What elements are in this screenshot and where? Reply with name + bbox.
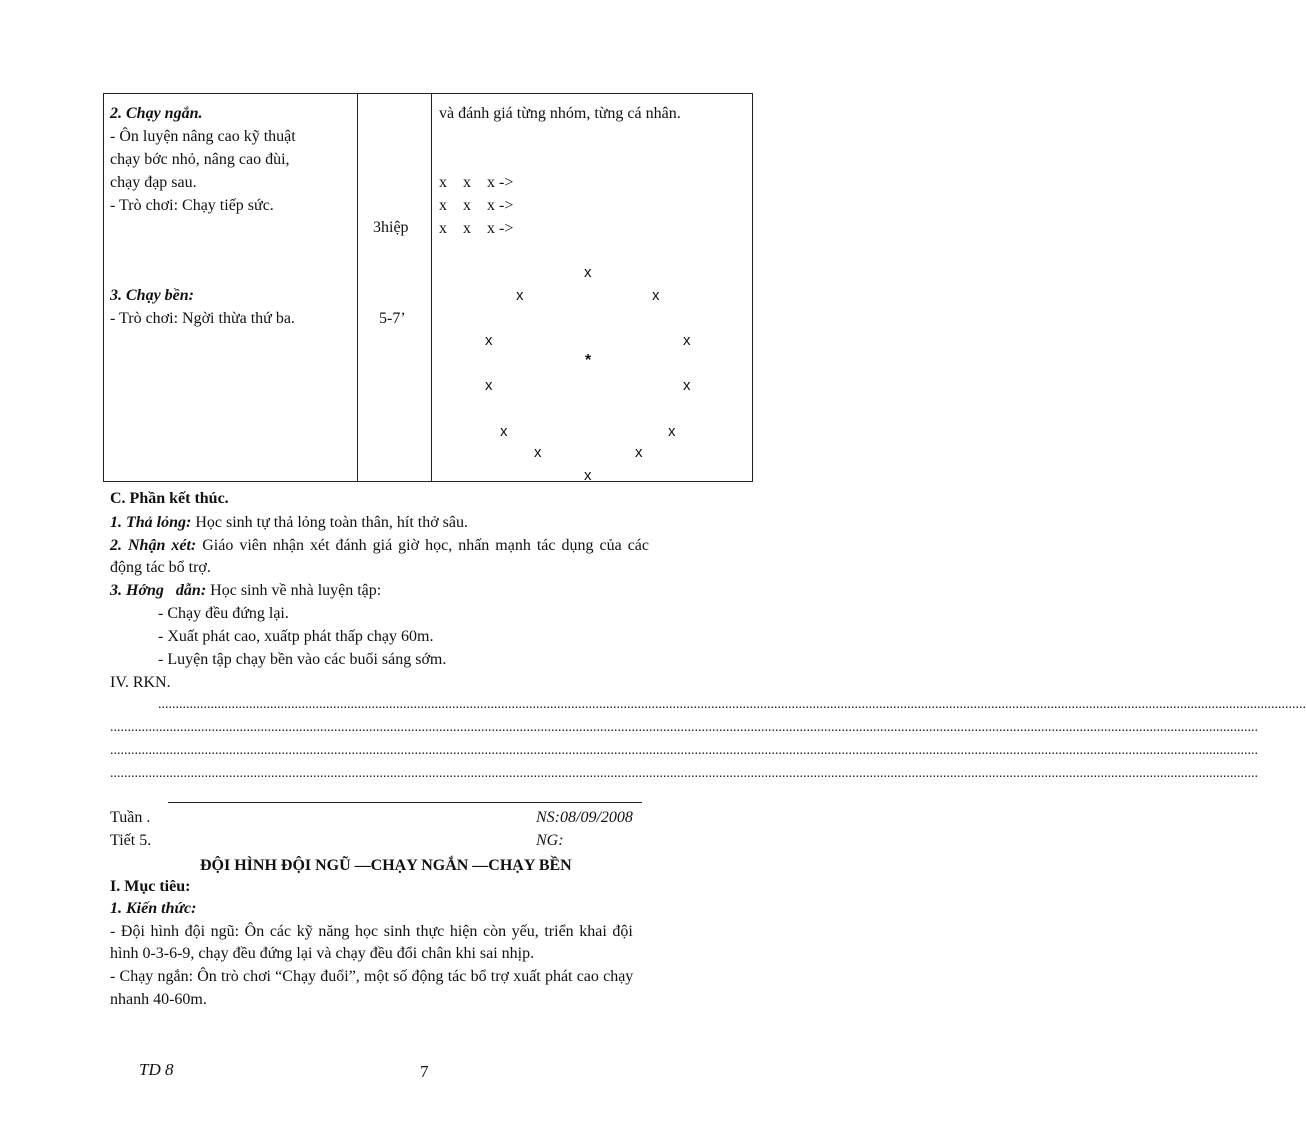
center-mark: * xyxy=(585,352,592,369)
closing-item3-text: Học sinh về nhà luyện tập: xyxy=(206,582,382,599)
closing-item2 xyxy=(110,535,649,557)
objective-p1-line2: hình 0-3-6-9, chạy đều đứng lại và chạy đều đổi chân khi sai nhịp. xyxy=(110,945,535,962)
circle-mark: x xyxy=(500,423,508,440)
section2-title: 2. Chạy ngắn. xyxy=(110,105,203,122)
section2-item1-line2: chạy bớc nhỏ, nâng cao đùi, xyxy=(110,151,290,168)
ng-date: NG: xyxy=(536,832,564,849)
objectives-heading: I. Mục tiêu: xyxy=(110,878,191,895)
footer-subject: TD 8 xyxy=(139,1060,174,1079)
formation-row-1: x x x -> xyxy=(439,174,514,191)
closing-item2-label: 2. Nhận xét: xyxy=(110,537,197,554)
closing-heading: C. Phần kết thúc. xyxy=(110,490,229,507)
rkn-dots-line: ........................................................................................................................................................................................................................................................................................................................................ xyxy=(158,697,1306,712)
closing-item3 xyxy=(110,580,381,602)
closing-item1-text: Học sinh tự thả lỏng toàn thân, hít thở sâu. xyxy=(191,514,468,531)
section2-item2: - Trò chơi: Chạy tiếp sức. xyxy=(110,197,274,214)
closing-sub3: - Luyện tập chạy bền vào các buổi sáng sớm. xyxy=(158,651,447,668)
section3-title: 3. Chạy bền: xyxy=(110,287,194,304)
week-label: Tuần . xyxy=(110,809,151,826)
circle-mark: x xyxy=(534,444,542,461)
section3-item1: - Trò chơi: Ngời thừa thứ ba. xyxy=(110,310,295,327)
col3-top-text: và đánh giá từng nhóm, từng cá nhân. xyxy=(439,105,681,122)
ns-date: NS:08/09/2008 xyxy=(536,809,633,826)
rkn-dots-line: ........................................................................................................................................................................................................................................................................................................................................ xyxy=(110,720,1258,735)
circle-mark: x xyxy=(683,377,691,394)
closing-item1-label: 1. Thả lỏng: xyxy=(110,514,192,531)
closing-item2-text: Giáo viên nhận xét đánh giá giờ học, nhấn mạnh tác dụng của các xyxy=(196,537,649,554)
lesson-label: Tiết 5. xyxy=(110,832,152,849)
knowledge-heading: 1. Kiến thức: xyxy=(110,900,197,917)
section2-item1-line1: - Ôn luyện nâng cao kỹ thuật xyxy=(110,128,296,145)
separator-line xyxy=(168,802,642,803)
page-number: 7 xyxy=(420,1062,429,1081)
rkn-label: IV. RKN. xyxy=(110,674,171,691)
closing-item1 xyxy=(110,512,468,534)
lesson-title: ĐỘI HÌNH ĐỘI NGŨ —CHẠY NGẮN —CHẠY BỀN xyxy=(200,857,572,874)
closing-item2-line2: động tác bổ trợ. xyxy=(110,559,211,576)
circle-mark: x xyxy=(485,332,493,349)
circle-mark: x xyxy=(516,287,524,304)
circle-mark: x xyxy=(635,444,643,461)
table-divider-2 xyxy=(431,94,432,481)
closing-item3-label: 3. Hớng dẫn: xyxy=(110,582,207,599)
circle-mark: x xyxy=(485,377,493,394)
section2-item1-line3: chạy đạp sau. xyxy=(110,174,197,191)
table-divider-1 xyxy=(357,94,358,481)
circle-mark: x xyxy=(668,423,676,440)
objective-p1-line1: - Đội hình đội ngũ: Ôn các kỹ năng học sinh thực hiện còn yếu, triển khai đội xyxy=(110,923,633,940)
circle-mark: x xyxy=(584,467,592,484)
circle-mark: x xyxy=(683,332,691,349)
objective-p2-line1: - Chạy ngắn: Ôn trò chơi “Chạy đuổi”, một số động tác bổ trợ xuất phát cao chạy xyxy=(110,968,634,985)
rkn-dots-line: ........................................................................................................................................................................................................................................................................................................................................ xyxy=(110,743,1258,758)
closing-sub1: - Chạy đều đứng lại. xyxy=(158,605,289,622)
formation-row-2: x x x -> xyxy=(439,197,514,214)
dose-3hiep: 3hiệp xyxy=(373,219,409,236)
dose-5-7: 5-7’ xyxy=(379,310,406,327)
closing-sub2: - Xuất phát cao, xuấtp phát thấp chạy 60m. xyxy=(158,628,434,645)
formation-row-3: x x x -> xyxy=(439,220,514,237)
circle-mark: x xyxy=(652,287,660,304)
objective-p2-line2: nhanh 40-60m. xyxy=(110,991,207,1008)
circle-mark: x xyxy=(584,264,592,281)
rkn-dots-line: ........................................................................................................................................................................................................................................................................................................................................ xyxy=(110,766,1258,781)
